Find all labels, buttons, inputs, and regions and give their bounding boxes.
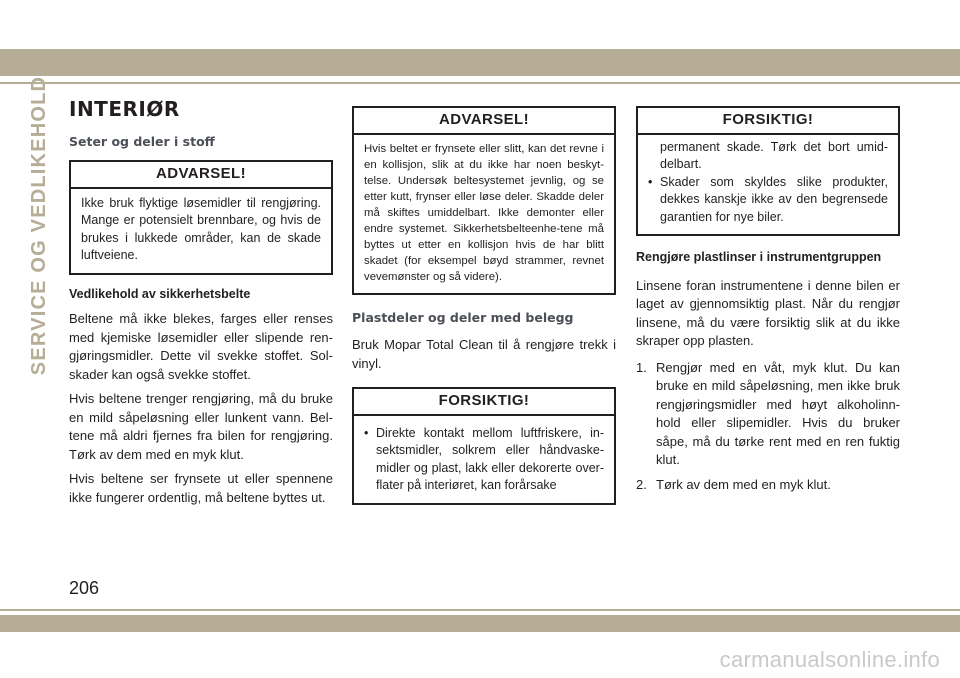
belt-maintenance-heading: Vedlikehold av sikkerhetsbelte (69, 286, 251, 301)
caution-bullet: • Direkte kontakt mellom luftfriskere, in-sektsmidler, solkrem eller håndvaske-midler og plast, lakk eller dekorerte over-flater på interiøret, kan forårsake (364, 425, 604, 495)
caution-continued-text: permanent skade. Tørk det bort umid-delbart. (660, 139, 888, 171)
warning-box-solvents (69, 160, 333, 275)
column-2 (352, 106, 616, 515)
step-item (636, 476, 900, 495)
caution-bullet: • Skader som skyldes slike produkter, dekkes kanskje ikke av den begrensede garantien for nye biler. (648, 174, 888, 227)
warning-heading: ADVARSEL! (71, 162, 331, 189)
caution-body (354, 416, 614, 503)
paragraph: Linsene foran instrumentene i denne bilen er laget av gjennomsiktig plast. Når du rengjør linsene, må du være forsiktig slik at du ikke skraper opp plasten. (636, 277, 900, 348)
caution-heading: FORSIKTIG! (638, 108, 898, 135)
column-3 (636, 106, 900, 500)
paragraph: Bruk Mopar Total Clean til å rengjøre trekk i vinyl. (352, 337, 616, 371)
step-number: 1. (636, 359, 647, 375)
step-text: Tørk av dem med en myk klut. (656, 476, 831, 492)
step-item (636, 359, 900, 470)
paragraph: Hvis beltene ser frynsete ut eller spennene ikke fungerer ordentlig, må beltene byttes ut. (69, 471, 333, 505)
side-section-tab (27, 75, 53, 375)
caution-body (638, 135, 898, 235)
step-text: Rengjør med en våt, myk klut. Du kan bruke en mild såpeløsning, men ikke bruk rengjøringsmidler med høyt alkoholinn-hold eller slipemidler. Hvis du bruker såpe, må du tørke rent med en ren fuktig klut. (656, 359, 900, 467)
bottom-band (0, 615, 960, 632)
paragraph: Beltene må ikke blekes, farges eller renses med kjemiske løsemidler eller slipende ren-gjøringsmidler. Dette vil svekke stoffet. Sol-skader kan også svekke stoffet. (69, 311, 333, 382)
section-title: INTERIØR (69, 97, 180, 121)
warning-heading: ADVARSEL! (354, 108, 614, 135)
side-section-label: SERVICE OG VEDLIKEHOLD (28, 75, 51, 375)
warning-text: Ikke bruk flyktige løsemidler til rengjøring. Mange er potensielt brennbare, og hvis de brukes i lukkede områder, kan de skade luftveiene. (81, 195, 321, 262)
caution-heading: FORSIKTIG! (354, 389, 614, 416)
top-rule (0, 82, 960, 84)
paragraph: Hvis beltene trenger rengjøring, må du bruke en mild såpeløsning eller lunkent vann. Bel-tene må aldri fjernes fra bilen for rengjøring. Tørk av dem med en myk klut. (69, 391, 333, 462)
subsection-title-fabric: Seter og deler i stoff (69, 133, 215, 149)
step-number: 2. (636, 476, 647, 492)
caution-box (352, 387, 616, 505)
lens-cleaning-heading: Rengjøre plastlinser i instrumentgruppen (636, 250, 882, 264)
cleaning-steps (636, 359, 900, 495)
caution-box-continued (636, 106, 900, 236)
warning-text: Hvis beltet er frynsete eller slitt, kan det revne i en kollisjon, slik at du ikke har noen beskyt-telse. Undersøk beltesystemet jevnlig, og se etter kutt, frynser eller løse deler. Skadde deler må skiftes umiddelbart. Ikke demonter eller endre systemet. Sikkerhetsbelteenhe-tene må byttes ut etter en kollisjon hvis de har blitt skadet (for eksempel bøyd strammer, revnet vevemønster og så videre). (364, 142, 604, 283)
page-number: 206 (69, 578, 100, 598)
warning-box-belt (352, 106, 616, 295)
plastic-parts-heading: Plastdeler og deler med belegg (352, 309, 574, 325)
watermark: carmanualsonline.info (719, 647, 940, 672)
top-band (0, 49, 960, 76)
column-1 (69, 97, 333, 513)
bottom-rule (0, 609, 960, 611)
